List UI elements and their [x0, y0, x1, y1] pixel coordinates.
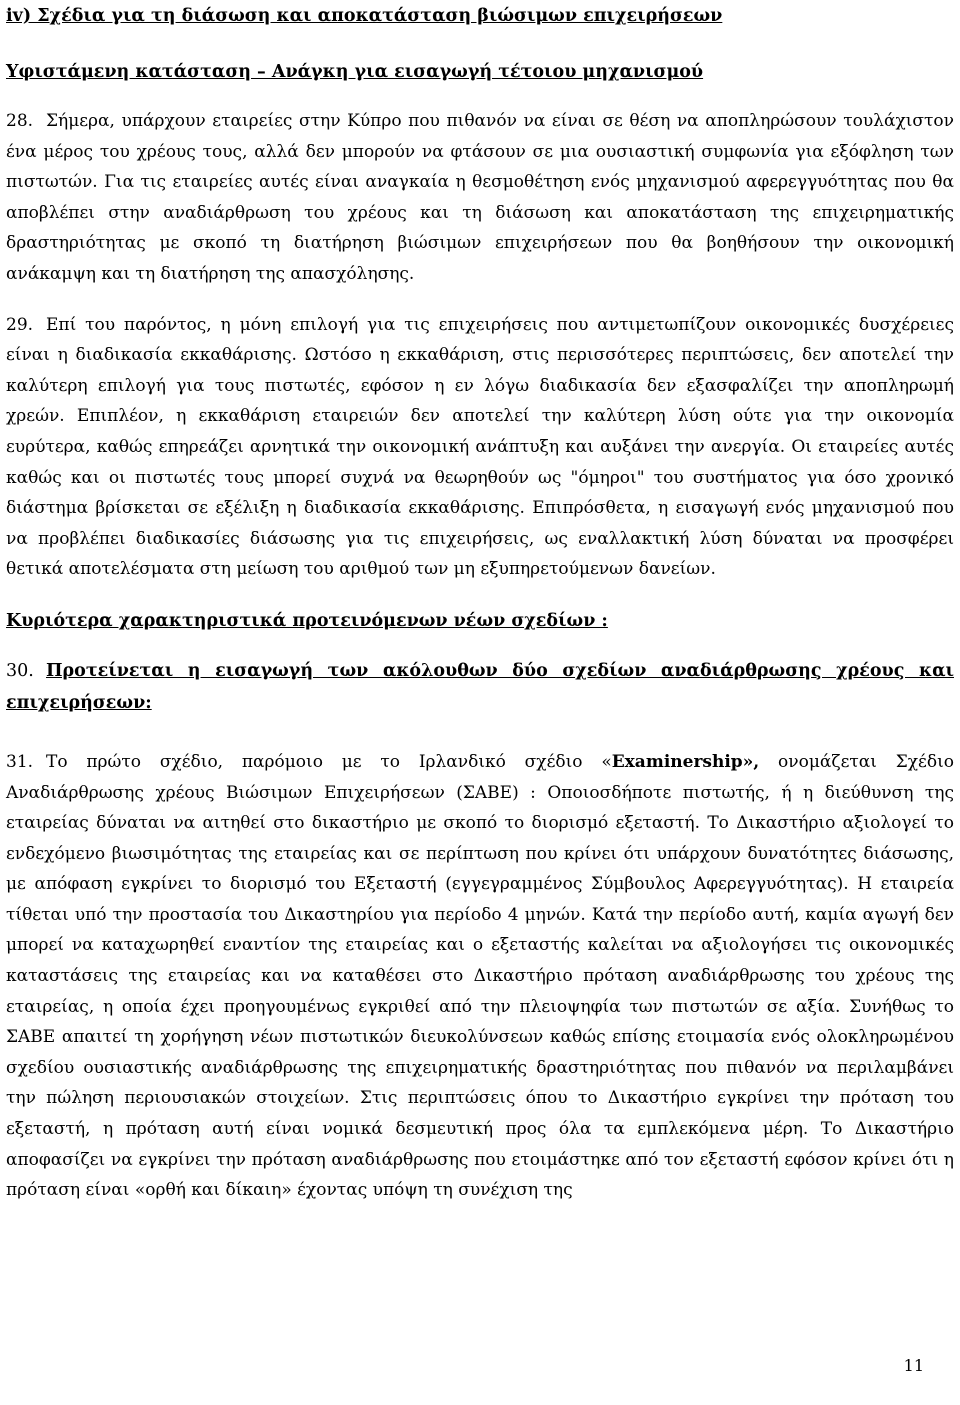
paragraph-text-after: ονομάζεται Σχέδιο Αναδιάρθρωσης χρέους Βιώσιμων Επιχειρήσεων (ΣΑΒΕ) : Οποιοσδήποτε πιστωτής, ή η διεύθυνση της εταιρείας δύναται να αιτηθεί στο δικαστήριο με σκοπό το διορισμό εξεταστή. Το Δικαστήριο αξιολογεί το ενδεχόμενο βιωσιμότητας της εταιρείας και σε περίπτωση που κρίνει ότι υπάρχουν δυνατότητες διάσωσης, με απόφαση εγκρίνει το διορισμό του Εξεταστή (εγγεγραμμένος Σύμβουλος Αφερεγγυότητας). Η εταιρεία τίθεται υπό την προστασία του Δικαστηρίου για περίοδο 4 μηνών. Κατά την περίοδο αυτή, καμία αγωγή δεν μπορεί να καταχωρηθεί εναντίον της εταιρείας και ο εξεταστής καλείται να αξιολογήσει τις οικονομικές καταστάσεις της εταιρείας και να καταθέσει στο Δικαστήριο πρόταση αναδιάρθρωσης του χρέους της εταιρείας, η οποία έχει προηγουμένως εγκριθεί από την πλειοψηφία των πιστωτών σε αξία. Συνήθως το ΣΑΒΕ απαιτεί τη χορήγηση νέων πιστωτικών διευκολύνσεων καθώς επίσης ετοιμασία ενός ολοκληρωμένου σχεδίου ουσιαστικής αναδιάρθρωσης της επιχειρηματικής δραστηριότητας που πιθανόν να περιλαμβάνει την πώληση περιουσιακών στοιχείων. Στις περιπτώσεις όπου το Δικαστήριο εγκρίνει την πρόταση του εξεταστή, η πρόταση αυτή είναι νομικά δεσμευτική προς όλα τα εμπλεκόμενα μέρη. Το Δικαστήριο αποφασίζει να εγκρίνει την πρόταση αναδιάρθρωσης που ετοιμάστηκε από τον εξεταστή εφόσον κρίνει ότι η πρόταση είναι «ορθή και δίκαιη» έχοντας υπόψη τη συνέχιση της — [6, 751, 954, 1201]
subsection-title: Υφιστάμενη κατάσταση – Ανάγκη για εισαγωγή τέτοιου μηχανισμού — [6, 62, 704, 82]
section-title: iv) Σχέδια για τη διάσωση και αποκατάσταση βιώσιμων επιχειρήσεων — [6, 6, 723, 26]
paragraph-number: 30. — [6, 660, 34, 681]
paragraph-number: 28. — [6, 111, 34, 131]
paragraph-31 — [6, 747, 954, 1206]
paragraph-number: 31. — [6, 751, 34, 772]
paragraph-text-bold: Examinership», — [611, 751, 760, 772]
paragraph-text: Προτείνεται η εισαγωγή των ακόλουθων δύο σχεδίων αναδιάρθρωσης χρέους και επιχειρήσεων: — [6, 660, 954, 713]
paragraph-text-before: Το πρώτο σχέδιο, παρόμοιο με το Ιρλανδικό σχέδιο « — [46, 751, 612, 772]
paragraph-text: Επί του παρόντος, η μόνη επιλογή για τις επιχειρήσεις που αντιμετωπίζουν οικονομικές δυσχέρειες είναι η διαδικασία εκκαθάρισης. Ωστόσο η εκκαθάριση, στις περισσότερες περιπτώσεις, δεν αποτελεί την καλύτερη επιλογή για τους πιστωτές, εφόσον η εν λόγω διαδικασία δεν εξασφαλίζει την αποπληρωμή χρεών. Επιπλέον, η εκκαθάριση εταιρειών δεν αποτελεί την καλύτερη λύση ούτε για την οικονομία ευρύτερα, καθώς επηρεάζει αρνητικά την οικονομική ανάπτυξη και αυξάνει την ανεργία. Οι εταιρείες αυτές καθώς και οι πιστωτές τους μπορεί συχνά να θεωρηθούν ως "όμηροι" του συστήματος για όσο χρονικό διάστημα βρίσκεται σε εξέλιξη η διαδικασία εκκαθάρισης. Επιπρόσθετα, η εισαγωγή ενός μηχανισμού που να προβλέπει διαδικασίες διάσωσης για τις επιχειρήσεις, ως εναλλακτική λύση δύναται να προσφέρει θετικά αποτελέσματα στη μείωση του αριθμού των μη εξυπηρετούμενων δανείων. — [6, 314, 954, 580]
paragraph-text: Σήμερα, υπάρχουν εταιρείες στην Κύπρο που πιθανόν να είναι σε θέση να αποπληρώσουν τουλάχιστον ένα μέρος του χρέους τους, αλλά δεν μπορούν να φτάσουν σε μια ουσιαστική συμφωνία για εξόφληση των πιστωτών. Για τις εταιρείες αυτές είναι αναγκαία η θεσμοθέτηση ενός μηχανισμού αφερεγγυότητας που θα αποβλέπει στην αναδιάρθρωση του χρέους και τη διάσωση και αποκατάσταση της επιχειρηματικής δραστηριότητας με σκοπό τη διατήρηση βιώσιμων επιχειρήσεων που θα βοηθήσουν την οικονομική ανάκαμψη και τη διατήρηση της απασχόλησης. — [6, 111, 954, 284]
paragraph-number: 29. — [6, 314, 34, 335]
document-page — [6, 0, 954, 1206]
paragraph-28 — [6, 106, 954, 290]
paragraph-29 — [6, 310, 954, 585]
page-number: 11 — [903, 1356, 924, 1375]
main-heading: Κυριότερα χαρακτηριστικά προτεινόμενων νέων σχεδίων : — [6, 610, 608, 631]
paragraph-30 — [6, 655, 954, 719]
